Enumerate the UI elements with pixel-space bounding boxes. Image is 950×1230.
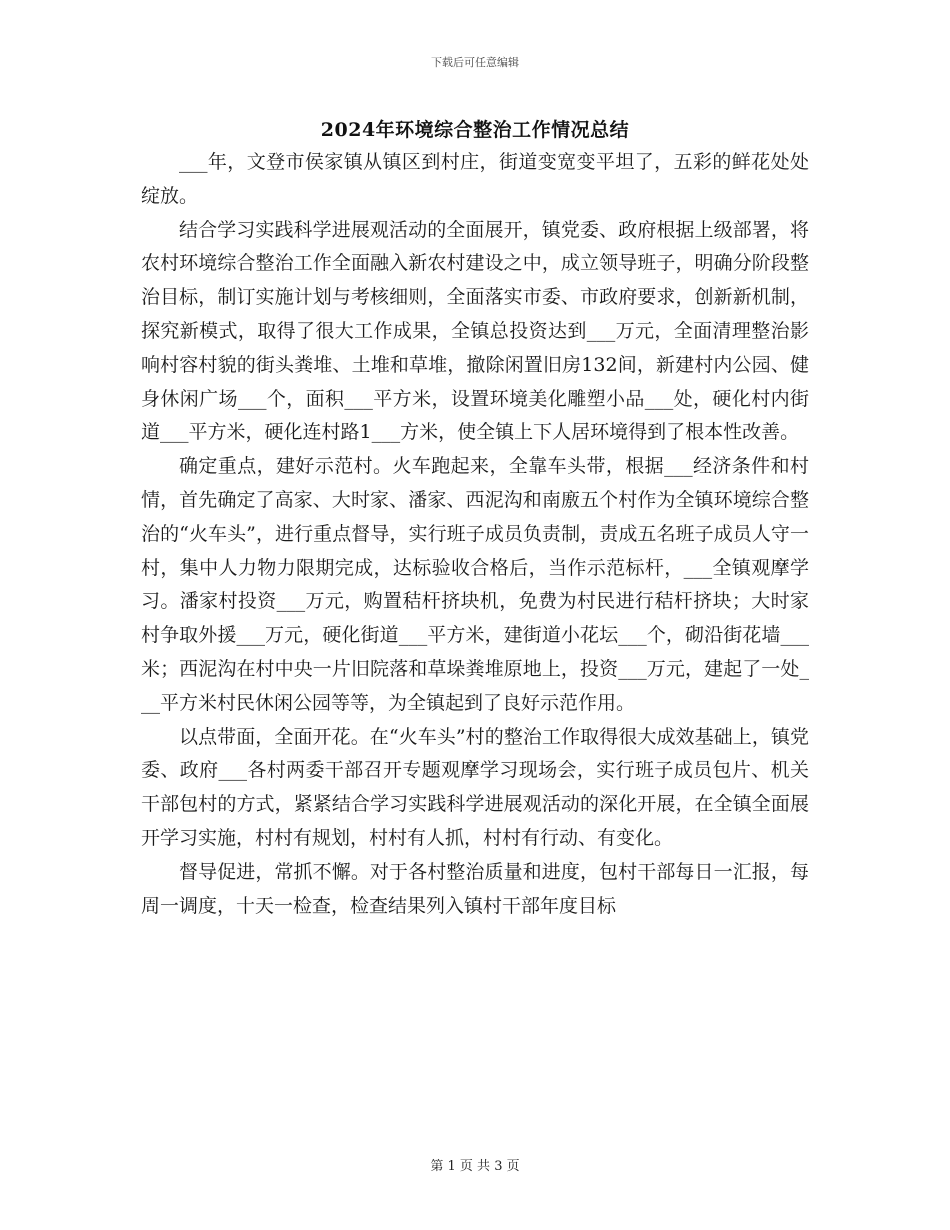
paragraph: ___年，文登市侯家镇从镇区到村庄，街道变宽变平坦了，五彩的鲜花处处绽放。 xyxy=(141,151,809,207)
document-title: 2024年环境综合整治工作情况总结 xyxy=(320,119,630,141)
paragraph: 结合学习实践科学进展观活动的全面展开，镇党委、政府根据上级部署，将农村环境综合整治工作全面融入新农村建设之中，成立领导班子，明确分阶段整治目标，制订实施计划与考核细则，全面落实市委、市政府要求，创新新机制，探究新模式，取得了很大工作成果，全镇总投资达到___万元，全面清理整治影响村容村貌的街头粪堆、土堆和草堆，撤除闲置旧房132间，新建村内公园、健身休闲广场___个，面积___平方米，设置环境美化雕塑小品___处，硬化村内街道___平方米，硬化连村路1___方米，使全镇上下人居环境得到了根本性改善。 xyxy=(141,218,809,444)
page-number: 第 1 页 共 3 页 xyxy=(430,1159,520,1174)
paragraph: 督导促进，常抓不懈。对于各村整治质量和进度，包村干部每日一汇报，每周一调度，十天一检查，检查结果列入镇村干部年度目标 xyxy=(141,860,809,917)
paragraph: 确定重点，建好示范村。火车跑起来，全靠车头带，根据___经济条件和村情，首先确定了高家、大时家、潘家、西泥沟和南廒五个村作为全镇环境综合整治的“火车头”，进行重点督导，实行班子成员负责制，责成五名班子成员人守一村，集中人力物力限期完成，达标验收合格后，当作示范标杆，___全镇观摩学习。潘家村投资___万元，购置秸杆挤块机，免费为村民进行秸杆挤块；大时家村争取外援___万元，硬化街道___平方米，建街道小花坛___个，砌沿街花墙___米；西泥沟在村中央一片旧院落和草垛粪堆原地上，投资___万元，建起了一处___平方米村民休闲公园等等，为全镇起到了良好示范作用。 xyxy=(141,455,809,714)
header-note: 下载后可任意编辑 xyxy=(431,56,519,69)
document-body xyxy=(141,146,809,923)
paragraph: 以点带面，全面开花。在“火车头”村的整治工作取得很大成效基础上，镇党委、政府___各村两委干部召开专题观摩学习现场会，实行班子成员包片、机关干部包村的方式，紧紧结合学习实践科学进展观活动的深化开展，在全镇全面展开学习实施，村村有规划，村村有人抓，村村有行动、有变化。 xyxy=(141,725,809,849)
